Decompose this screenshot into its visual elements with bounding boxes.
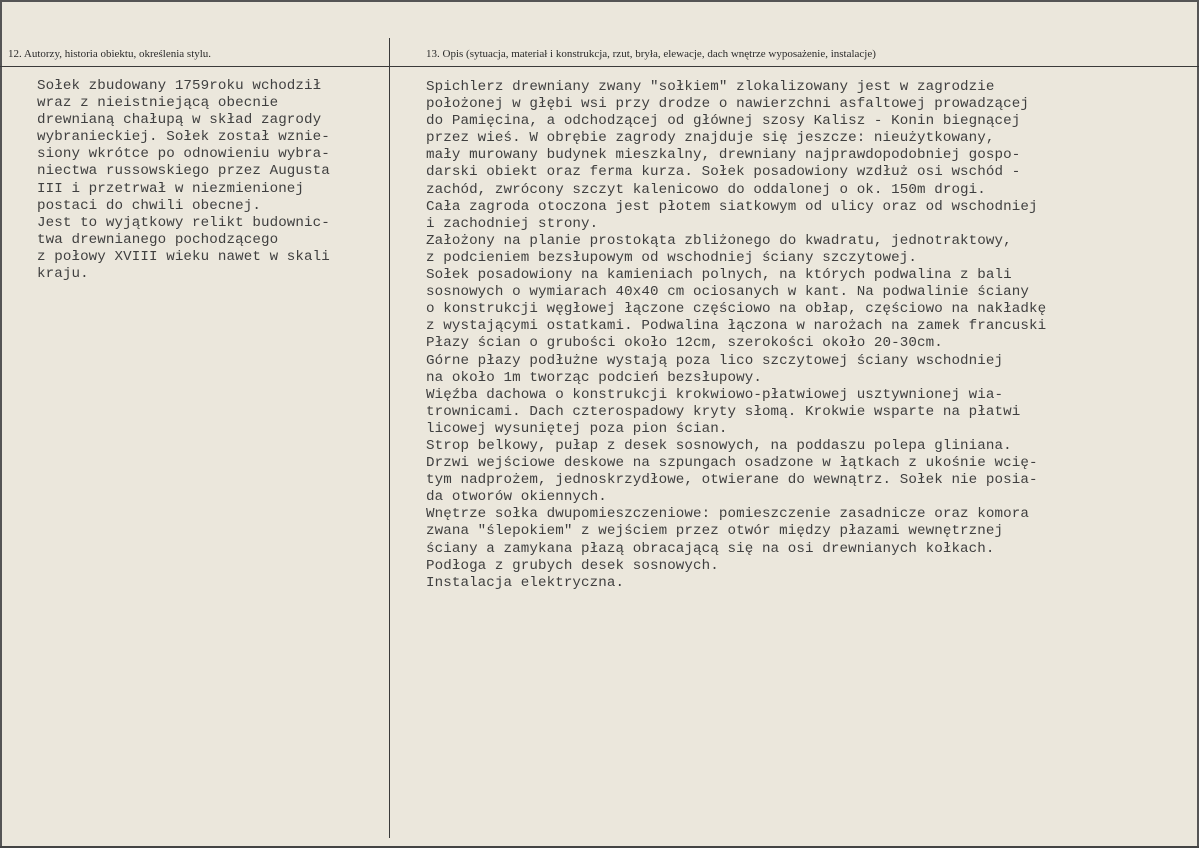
description-line: Wnętrze sołka dwupomieszczeniowe: pomieszczenie zasadnicze oraz komora [426, 506, 1029, 523]
description-line: do Pamięcina, a odchodzącej od głównej szosy Kalisz - Konin biegnącej [426, 113, 1021, 130]
description-line: Założony na planie prostokąta zbliżonego do kwadratu, jednotraktowy, [426, 232, 1012, 249]
description-line: i zachodniej strony. [426, 215, 599, 232]
description-line: na około 1m tworząc podcień bezsłupowy. [426, 369, 762, 386]
description-line: trownicami. Dach czterospadowy kryty słomą. Krokwie wsparte na płatwi [426, 403, 1021, 420]
description-line: Instalacja elektryczna. [426, 574, 625, 591]
description-line: Sołek posadowiony na kamieniach polnych, na których podwalina z bali [426, 267, 1012, 284]
description-line: Strop belkowy, pułap z desek sosnowych, na poddaszu polepa gliniana. [426, 437, 1012, 454]
description-line: o konstrukcji węgłowej łączone częściowo na obłap, częściowo na nakładkę [426, 301, 1047, 318]
description-line: da otworów okiennych. [426, 489, 607, 506]
description-line: Podłoga z grubych desek sosnowych. [426, 557, 719, 574]
description-line: tym nadprożem, jednoskrzydłowe, otwierane do wewnątrz. Sołek nie posia- [426, 472, 1038, 489]
description-line: Cała zagroda otoczona jest płotem siatkowym od ulicy oraz od wschodniej [426, 198, 1038, 215]
description-line: Drzwi wejściowe deskowe na szpungach osadzone w łątkach z ukośnie wcię- [426, 455, 1038, 472]
history-line: Jest to wyjątkowy relikt budownic- [37, 214, 330, 231]
history-line: z połowy XVIII wieku nawet w skali [37, 248, 330, 265]
description-line: z wystającymi ostatkami. Podwalina łączona w narożach na zamek francuski [426, 318, 1047, 335]
history-line: niectwa russowskiego przez Augusta [37, 163, 330, 180]
description-line: sosnowych o wymiarach 40x40 cm ociosanych w kant. Na podwalinie ściany [426, 284, 1029, 301]
page-border-left [0, 0, 2, 848]
page-border-top [0, 0, 1199, 2]
section-13-heading: 13. Opis (sytuacja, materiał i konstrukcja, rzut, bryła, elewacje, dach wnętrze wyposażenie, instalacje) [426, 48, 876, 60]
description-line: Więźba dachowa o konstrukcji krokwiowo-płatwiowej usztywnionej wia- [426, 386, 1004, 403]
header-divider [0, 66, 1199, 67]
description-line: licowej wysuniętej poza pion ścian. [426, 420, 728, 437]
history-line: III i przetrwał w niezmienionej [37, 180, 305, 197]
description-line: Płazy ścian o grubości około 12cm, szerokości około 20-30cm. [426, 335, 943, 352]
history-line: kraju. [37, 266, 89, 283]
description-line: z podcieniem bezsłupowym od wschodniej ściany szczytowej. [426, 249, 917, 266]
description-line: zwana "ślepokiem" z wejściem przez otwór między płazami wewnętrznej [426, 523, 1004, 540]
history-line: siony wkrótce po odnowieniu wybra- [37, 146, 330, 163]
description-line: przez wieś. W obrębie zagrody znajduje się jeszcze: nieużytkowany, [426, 130, 995, 147]
history-line: postaci do chwili obecnej. [37, 197, 261, 214]
history-line: wraz z nieistniejącą obecnie [37, 95, 279, 112]
description-line: ściany a zamykana płazą obracającą się na osi drewnianych kołkach. [426, 540, 995, 557]
description-text [426, 79, 1046, 592]
column-divider [389, 38, 390, 838]
history-line: drewnianą chałupą w skład zagrody [37, 112, 322, 129]
description-line: Górne płazy podłużne wystają poza lico szczytowej ściany wschodniej [426, 352, 1004, 369]
description-line: położonej w głębi wsi przy drodze o nawierzchni asfaltowej prowadzącej [426, 96, 1029, 113]
description-line: mały murowany budynek mieszkalny, drewniany najprawdopodobniej gospo- [426, 147, 1021, 164]
description-line: zachód, zwrócony szczyt kalenicowo do oddalonej o ok. 150m drogi. [426, 181, 986, 198]
description-line: darski obiekt oraz ferma kurza. Sołek posadowiony wzdłuż osi wschód - [426, 164, 1021, 181]
history-line: twa drewnianego pochodzącego [37, 231, 279, 248]
history-text [37, 78, 330, 283]
description-line: Spichlerz drewniany zwany "sołkiem" zlokalizowany jest w zagrodzie [426, 79, 995, 95]
section-12-heading: 12. Autorzy, historia obiektu, określenia stylu. [8, 48, 212, 60]
history-line: Sołek zbudowany 1759roku wchodził [37, 78, 322, 94]
history-line: wybranieckiej. Sołek został wznie- [37, 129, 330, 146]
